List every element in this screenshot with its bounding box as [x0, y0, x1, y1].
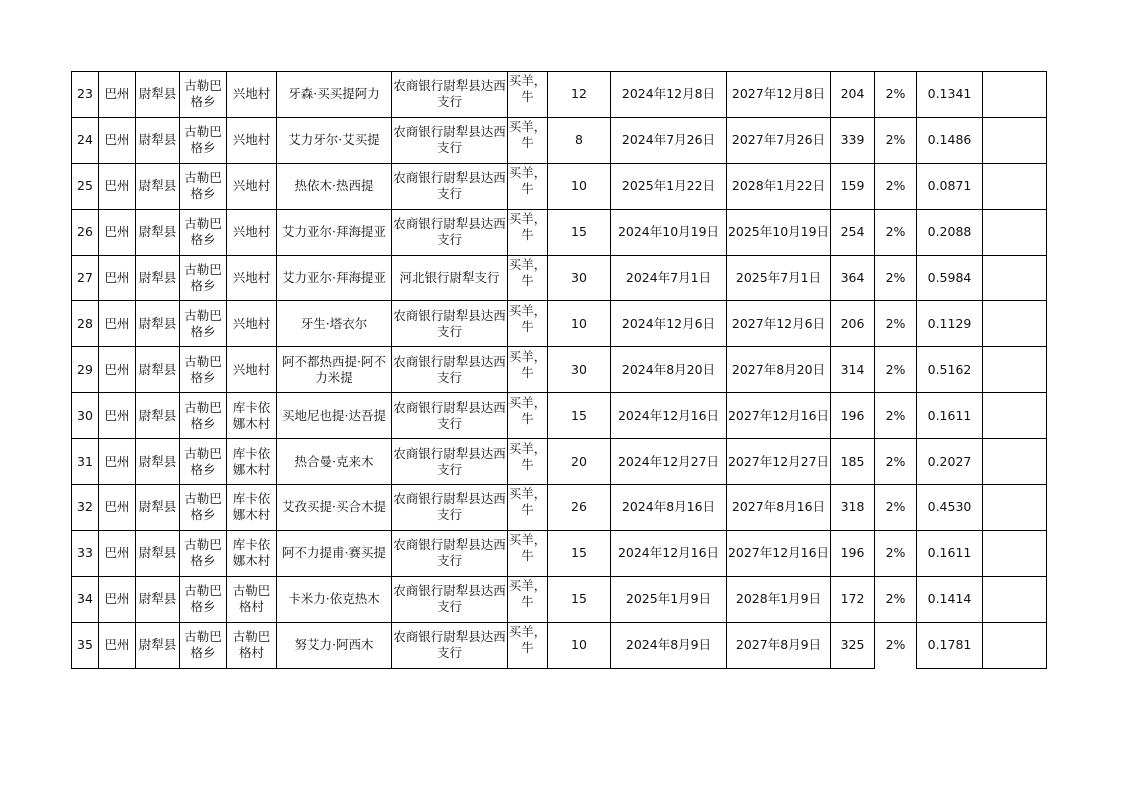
start-date-cell: 2024年12月16日 [611, 530, 727, 576]
note-cell [983, 530, 1047, 576]
loan-amount-cell: 15 [548, 530, 611, 576]
borrower-name-cell: 艾力亚尔·拜海提亚 [277, 255, 392, 301]
prefecture-cell: 巴州 [99, 439, 136, 485]
row-number: 23 [72, 72, 99, 118]
township-cell: 古勒巴格乡 [180, 530, 227, 576]
township-cell: 古勒巴格乡 [180, 209, 227, 255]
start-date-cell: 2024年8月16日 [611, 485, 727, 531]
prefecture-cell: 巴州 [99, 209, 136, 255]
loan-amount-cell: 10 [548, 301, 611, 347]
interest-cell: 0.5162 [917, 347, 983, 393]
purpose-text: 买羊，牛 [508, 211, 547, 243]
start-date-cell: 2024年12月16日 [611, 393, 727, 439]
bank-cell: 河北银行尉犁支行 [392, 255, 508, 301]
purpose-text: 买羊，牛 [508, 532, 547, 564]
village-cell: 库卡依娜木村 [227, 393, 277, 439]
end-date-cell: 2028年1月22日 [727, 163, 831, 209]
end-date-cell: 2027年8月16日 [727, 485, 831, 531]
bank-cell: 农商银行尉犁县达西支行 [392, 347, 508, 393]
prefecture-cell: 巴州 [99, 576, 136, 622]
interest-cell: 0.1611 [917, 393, 983, 439]
interest-cell: 0.4530 [917, 485, 983, 531]
days-cell: 185 [831, 439, 875, 485]
loan-amount-cell: 30 [548, 255, 611, 301]
purpose-text: 买羊，牛 [508, 73, 547, 105]
days-cell: 254 [831, 209, 875, 255]
purpose-cell [508, 439, 548, 485]
interest-cell: 0.2088 [917, 209, 983, 255]
start-date-cell: 2024年7月1日 [611, 255, 727, 301]
bank-cell: 农商银行尉犁县达西支行 [392, 72, 508, 118]
bank-cell: 农商银行尉犁县达西支行 [392, 117, 508, 163]
days-cell: 196 [831, 393, 875, 439]
row-number: 34 [72, 576, 99, 622]
loan-amount-cell: 26 [548, 485, 611, 531]
loan-amount-cell: 12 [548, 72, 611, 118]
note-cell [983, 255, 1047, 301]
township-cell: 古勒巴格乡 [180, 622, 227, 668]
borrower-name-cell: 热合曼·克来木 [277, 439, 392, 485]
row-number: 33 [72, 530, 99, 576]
rate-cell: 2% [875, 530, 917, 576]
borrower-name-cell: 阿不力提甫·赛买提 [277, 530, 392, 576]
township-cell: 古勒巴格乡 [180, 347, 227, 393]
bank-cell: 农商银行尉犁县达西支行 [392, 576, 508, 622]
days-cell: 159 [831, 163, 875, 209]
purpose-text: 买羊，牛 [508, 348, 547, 380]
note-cell [983, 209, 1047, 255]
row-number: 31 [72, 439, 99, 485]
prefecture-cell: 巴州 [99, 393, 136, 439]
purpose-cell [508, 163, 548, 209]
purpose-text: 买羊，牛 [508, 486, 547, 518]
bank-cell: 农商银行尉犁县达西支行 [392, 393, 508, 439]
borrower-name-cell: 热依木·热西提 [277, 163, 392, 209]
purpose-cell [508, 347, 548, 393]
purpose-cell [508, 209, 548, 255]
purpose-cell [508, 117, 548, 163]
village-cell: 兴地村 [227, 209, 277, 255]
township-cell: 古勒巴格乡 [180, 485, 227, 531]
row-number: 35 [72, 622, 99, 668]
purpose-cell [508, 530, 548, 576]
table-row [72, 576, 1047, 622]
borrower-name-cell: 艾力亚尔·拜海提亚 [277, 209, 392, 255]
prefecture-cell: 巴州 [99, 255, 136, 301]
purpose-text: 买羊，牛 [508, 165, 547, 197]
village-cell: 古勒巴格村 [227, 622, 277, 668]
table-row [72, 393, 1047, 439]
purpose-cell [508, 485, 548, 531]
interest-cell: 0.1414 [917, 576, 983, 622]
county-cell: 尉犁县 [136, 393, 180, 439]
end-date-cell: 2027年7月26日 [727, 117, 831, 163]
loan-amount-cell: 10 [548, 163, 611, 209]
row-number: 30 [72, 393, 99, 439]
township-cell: 古勒巴格乡 [180, 117, 227, 163]
bank-cell: 农商银行尉犁县达西支行 [392, 301, 508, 347]
start-date-cell: 2024年7月26日 [611, 117, 727, 163]
prefecture-cell: 巴州 [99, 530, 136, 576]
village-cell: 古勒巴格村 [227, 576, 277, 622]
days-cell: 206 [831, 301, 875, 347]
loan-table [71, 71, 1047, 669]
start-date-cell: 2024年8月9日 [611, 622, 727, 668]
purpose-text: 买羊，牛 [508, 394, 547, 426]
village-cell: 兴地村 [227, 163, 277, 209]
table-row [72, 72, 1047, 118]
purpose-cell [508, 72, 548, 118]
interest-cell: 0.1611 [917, 530, 983, 576]
interest-cell: 0.1781 [917, 622, 983, 668]
note-cell [983, 301, 1047, 347]
note-cell [983, 347, 1047, 393]
county-cell: 尉犁县 [136, 117, 180, 163]
county-cell: 尉犁县 [136, 72, 180, 118]
note-cell [983, 439, 1047, 485]
township-cell: 古勒巴格乡 [180, 439, 227, 485]
start-date-cell: 2024年12月27日 [611, 439, 727, 485]
village-cell: 兴地村 [227, 255, 277, 301]
rate-cell: 2% [875, 72, 917, 118]
loan-amount-cell: 10 [548, 622, 611, 668]
note-cell [983, 576, 1047, 622]
note-cell [983, 485, 1047, 531]
village-cell: 库卡依娜木村 [227, 530, 277, 576]
start-date-cell: 2024年10月19日 [611, 209, 727, 255]
prefecture-cell: 巴州 [99, 163, 136, 209]
prefecture-cell: 巴州 [99, 347, 136, 393]
purpose-cell [508, 255, 548, 301]
days-cell: 325 [831, 622, 875, 668]
row-number: 32 [72, 485, 99, 531]
bank-cell: 农商银行尉犁县达西支行 [392, 163, 508, 209]
purpose-text: 买羊，牛 [508, 624, 547, 656]
purpose-cell [508, 576, 548, 622]
county-cell: 尉犁县 [136, 439, 180, 485]
prefecture-cell: 巴州 [99, 622, 136, 668]
rate-cell: 2% [875, 255, 917, 301]
rate-cell: 2% [875, 163, 917, 209]
prefecture-cell: 巴州 [99, 117, 136, 163]
prefecture-cell: 巴州 [99, 72, 136, 118]
end-date-cell: 2027年8月20日 [727, 347, 831, 393]
interest-cell: 0.1129 [917, 301, 983, 347]
village-cell: 兴地村 [227, 301, 277, 347]
end-date-cell: 2027年12月16日 [727, 530, 831, 576]
bank-cell: 农商银行尉犁县达西支行 [392, 622, 508, 668]
table-row [72, 301, 1047, 347]
county-cell: 尉犁县 [136, 622, 180, 668]
row-number: 26 [72, 209, 99, 255]
bank-cell: 农商银行尉犁县达西支行 [392, 530, 508, 576]
end-date-cell: 2028年1月9日 [727, 576, 831, 622]
days-cell: 339 [831, 117, 875, 163]
county-cell: 尉犁县 [136, 209, 180, 255]
purpose-text: 买羊，牛 [508, 119, 547, 151]
purpose-cell [508, 301, 548, 347]
days-cell: 318 [831, 485, 875, 531]
prefecture-cell: 巴州 [99, 301, 136, 347]
loan-amount-cell: 15 [548, 393, 611, 439]
end-date-cell: 2027年12月6日 [727, 301, 831, 347]
rate-cell: 2% [875, 393, 917, 439]
borrower-name-cell: 买地尼也提·达吾提 [277, 393, 392, 439]
end-date-cell: 2027年8月9日 [727, 622, 831, 668]
bank-cell: 农商银行尉犁县达西支行 [392, 485, 508, 531]
start-date-cell: 2024年12月8日 [611, 72, 727, 118]
start-date-cell: 2024年12月6日 [611, 301, 727, 347]
end-date-cell: 2027年12月8日 [727, 72, 831, 118]
table-row [72, 622, 1047, 668]
loan-amount-cell: 20 [548, 439, 611, 485]
end-date-cell: 2025年7月1日 [727, 255, 831, 301]
note-cell [983, 163, 1047, 209]
rate-cell: 2% [875, 347, 917, 393]
note-cell [983, 117, 1047, 163]
rate-cell: 2% [875, 576, 917, 622]
village-cell: 兴地村 [227, 117, 277, 163]
start-date-cell: 2025年1月22日 [611, 163, 727, 209]
note-cell [983, 622, 1047, 668]
days-cell: 204 [831, 72, 875, 118]
county-cell: 尉犁县 [136, 347, 180, 393]
row-number: 24 [72, 117, 99, 163]
borrower-name-cell: 努艾力·阿西木 [277, 622, 392, 668]
borrower-name-cell: 牙生·塔衣尔 [277, 301, 392, 347]
borrower-name-cell: 卡米力·依克热木 [277, 576, 392, 622]
borrower-name-cell: 阿不都热西提·阿不力米提 [277, 347, 392, 393]
start-date-cell: 2025年1月9日 [611, 576, 727, 622]
county-cell: 尉犁县 [136, 301, 180, 347]
rate-cell: 2% [875, 439, 917, 485]
row-number: 29 [72, 347, 99, 393]
days-cell: 364 [831, 255, 875, 301]
days-cell: 314 [831, 347, 875, 393]
rate-cell: 2% [875, 209, 917, 255]
start-date-cell: 2024年8月20日 [611, 347, 727, 393]
table-row [72, 485, 1047, 531]
township-cell: 古勒巴格乡 [180, 301, 227, 347]
village-cell: 库卡依娜木村 [227, 485, 277, 531]
table-row [72, 439, 1047, 485]
borrower-name-cell: 艾孜买提·买合木提 [277, 485, 392, 531]
interest-cell: 0.1486 [917, 117, 983, 163]
township-cell: 古勒巴格乡 [180, 72, 227, 118]
township-cell: 古勒巴格乡 [180, 255, 227, 301]
table-row [72, 530, 1047, 576]
purpose-cell [508, 393, 548, 439]
village-cell: 库卡依娜木村 [227, 439, 277, 485]
table-row [72, 347, 1047, 393]
interest-cell: 0.0871 [917, 163, 983, 209]
note-cell [983, 72, 1047, 118]
bank-cell: 农商银行尉犁县达西支行 [392, 209, 508, 255]
note-cell [983, 393, 1047, 439]
purpose-text: 买羊，牛 [508, 257, 547, 288]
end-date-cell: 2025年10月19日 [727, 209, 831, 255]
loan-amount-cell: 15 [548, 209, 611, 255]
table-row [72, 117, 1047, 163]
loan-amount-cell: 15 [548, 576, 611, 622]
row-number: 25 [72, 163, 99, 209]
table-row [72, 209, 1047, 255]
rate-cell: 2% [875, 485, 917, 531]
table-row [72, 255, 1047, 301]
interest-cell: 0.5984 [917, 255, 983, 301]
purpose-text: 买羊，牛 [508, 440, 547, 472]
interest-cell: 0.1341 [917, 72, 983, 118]
row-number: 28 [72, 301, 99, 347]
township-cell: 古勒巴格乡 [180, 393, 227, 439]
purpose-text: 买羊，牛 [508, 578, 547, 610]
table-body [72, 72, 1047, 669]
purpose-cell [508, 622, 548, 668]
bank-cell: 农商银行尉犁县达西支行 [392, 439, 508, 485]
county-cell: 尉犁县 [136, 576, 180, 622]
loan-amount-cell: 8 [548, 117, 611, 163]
row-number: 27 [72, 255, 99, 301]
purpose-text: 买羊，牛 [508, 302, 547, 334]
days-cell: 172 [831, 576, 875, 622]
prefecture-cell: 巴州 [99, 485, 136, 531]
rate-cell: 2% [875, 301, 917, 347]
rate-cell: 2% [875, 622, 917, 668]
borrower-name-cell: 艾力牙尔·艾买提 [277, 117, 392, 163]
county-cell: 尉犁县 [136, 255, 180, 301]
loan-amount-cell: 30 [548, 347, 611, 393]
county-cell: 尉犁县 [136, 163, 180, 209]
end-date-cell: 2027年12月27日 [727, 439, 831, 485]
county-cell: 尉犁县 [136, 485, 180, 531]
village-cell: 兴地村 [227, 72, 277, 118]
borrower-name-cell: 牙森·买买提阿力 [277, 72, 392, 118]
end-date-cell: 2027年12月16日 [727, 393, 831, 439]
township-cell: 古勒巴格乡 [180, 163, 227, 209]
table-row [72, 163, 1047, 209]
days-cell: 196 [831, 530, 875, 576]
county-cell: 尉犁县 [136, 530, 180, 576]
township-cell: 古勒巴格乡 [180, 576, 227, 622]
village-cell: 兴地村 [227, 347, 277, 393]
interest-cell: 0.2027 [917, 439, 983, 485]
rate-cell: 2% [875, 117, 917, 163]
